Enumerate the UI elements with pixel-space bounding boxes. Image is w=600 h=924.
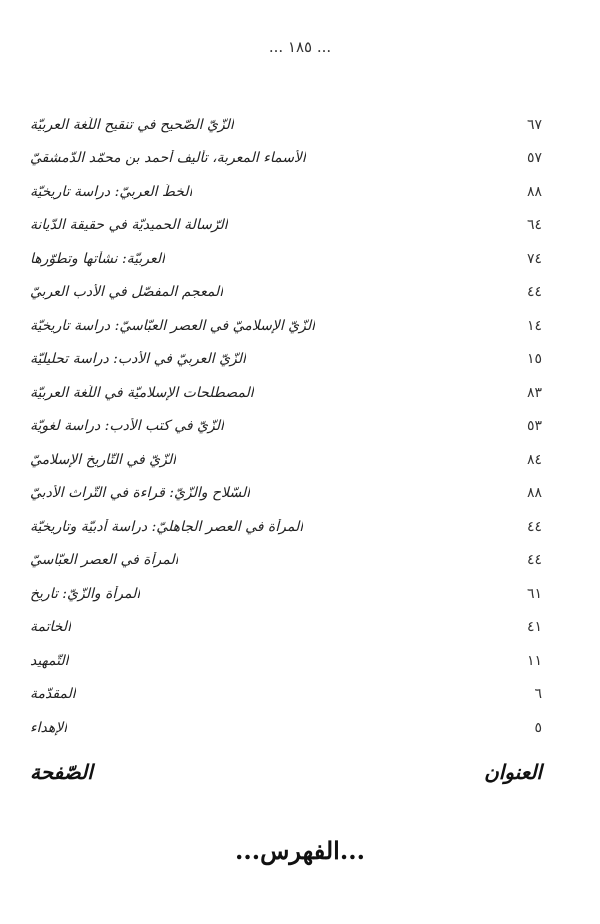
page-column-heading: العنوان (484, 760, 542, 784)
toc-entry (30, 108, 542, 142)
toc-entry-title: المرأة والزّيّ: تاريخ (30, 585, 141, 602)
toc-entry (30, 209, 542, 243)
toc-entry-title: المرأة في العصر العبّاسيّ (30, 552, 179, 569)
toc-entry (30, 343, 542, 377)
toc-entry (30, 175, 542, 209)
toc-entry-page: ٨٤ (526, 451, 542, 468)
toc-entry-title: الزّيّ الإسلاميّ في العصر العبّاسيّ: دراسة تاريخيّة (30, 317, 316, 334)
toc-entry-page: ١١ (526, 652, 542, 669)
toc-entry-title: المرأة في العصر الجاهليّ: دراسة أدبيّة وتاريخيّة (30, 518, 304, 535)
toc-entry (30, 711, 542, 745)
toc-entry-title: الأسماء المعربة، تأليف أحمد بن محمّد الدّمشقيّ (30, 150, 306, 167)
toc-entry-page: ٨٨ (526, 183, 542, 200)
page-number: ... ١٨٥ ... (268, 38, 332, 56)
toc-entry-page: ٤٤ (526, 552, 542, 569)
toc-entry (30, 678, 542, 712)
toc-entry-title: العربيّة: نشأتها وتطوّرها (30, 250, 165, 267)
toc-entry (30, 242, 542, 276)
toc-entry-title: الزّيّ العربيّ في الأدب: دراسة تحليليّة (30, 351, 246, 368)
toc-entry-title: المعجم المفصّل في الأدب العربيّ (30, 284, 224, 301)
toc-entry (30, 477, 542, 511)
toc-entry-page: ٤٤ (526, 284, 542, 301)
toc-entry-title: الزّيّ في كتب الأدب: دراسة لغويّة (30, 418, 224, 435)
toc-entry-page: ٦٧ (526, 116, 542, 133)
toc-entry-page: ٤٤ (526, 518, 542, 535)
toc-entry-page: ٥ (534, 719, 542, 736)
toc-entry-title: الخاتمة (30, 619, 71, 636)
toc-entry-page: ٧٤ (526, 250, 542, 267)
toc-entry-page: ١٤ (526, 317, 542, 334)
toc-entry-title: الرّسالة الحميديّة في حقيقة الدّيانة (30, 217, 228, 234)
toc-entry-page: ٦١ (526, 585, 542, 602)
toc-entry (30, 276, 542, 310)
toc-entry (30, 376, 542, 410)
toc-entry (30, 443, 542, 477)
toc-entry (30, 142, 542, 176)
toc-entry (30, 644, 542, 678)
toc-entry-page: ١٥ (526, 351, 542, 368)
toc-entry (30, 611, 542, 645)
title-column-heading: الصّفحة (30, 760, 93, 784)
toc-entry-title: المصطلحات الإسلاميّة في اللّغة العربيّة (30, 384, 254, 401)
toc-entry (30, 510, 542, 544)
toc-entry-page: ٥٣ (526, 418, 542, 435)
toc-entry (30, 577, 542, 611)
column-headings (30, 760, 542, 784)
toc-entry (30, 544, 542, 578)
toc-entry-title: الخطّ العربيّ: دراسة تاريخيّة (30, 183, 193, 200)
toc-entry-page: ٨٨ (526, 485, 542, 502)
toc-entry-title: المقدّمة (30, 686, 76, 703)
toc-entry-page: ٨٣ (526, 384, 542, 401)
section-title: ...الفهرس... (235, 836, 365, 865)
toc-entry-page: ٦ (534, 686, 542, 703)
toc-entry-title: السّلاح والزّيّ: قراءة في التّراث الأدبيّ (30, 485, 251, 502)
toc-entry (30, 410, 542, 444)
toc-entry-page: ٦٤ (526, 217, 542, 234)
toc-entry-title: الزّيّ الصّحيح في تنقيح اللّغة العربيّة (30, 116, 234, 133)
table-of-contents (30, 108, 542, 745)
toc-entry-title: الإهداء (30, 719, 68, 736)
toc-entry (30, 309, 542, 343)
toc-entry-title: الزّيّ في التّاريخ الإسلاميّ (30, 451, 177, 468)
toc-entry-page: ٥٧ (526, 150, 542, 167)
toc-entry-page: ٤١ (526, 619, 542, 636)
toc-entry-title: التّمهيد (30, 652, 69, 669)
